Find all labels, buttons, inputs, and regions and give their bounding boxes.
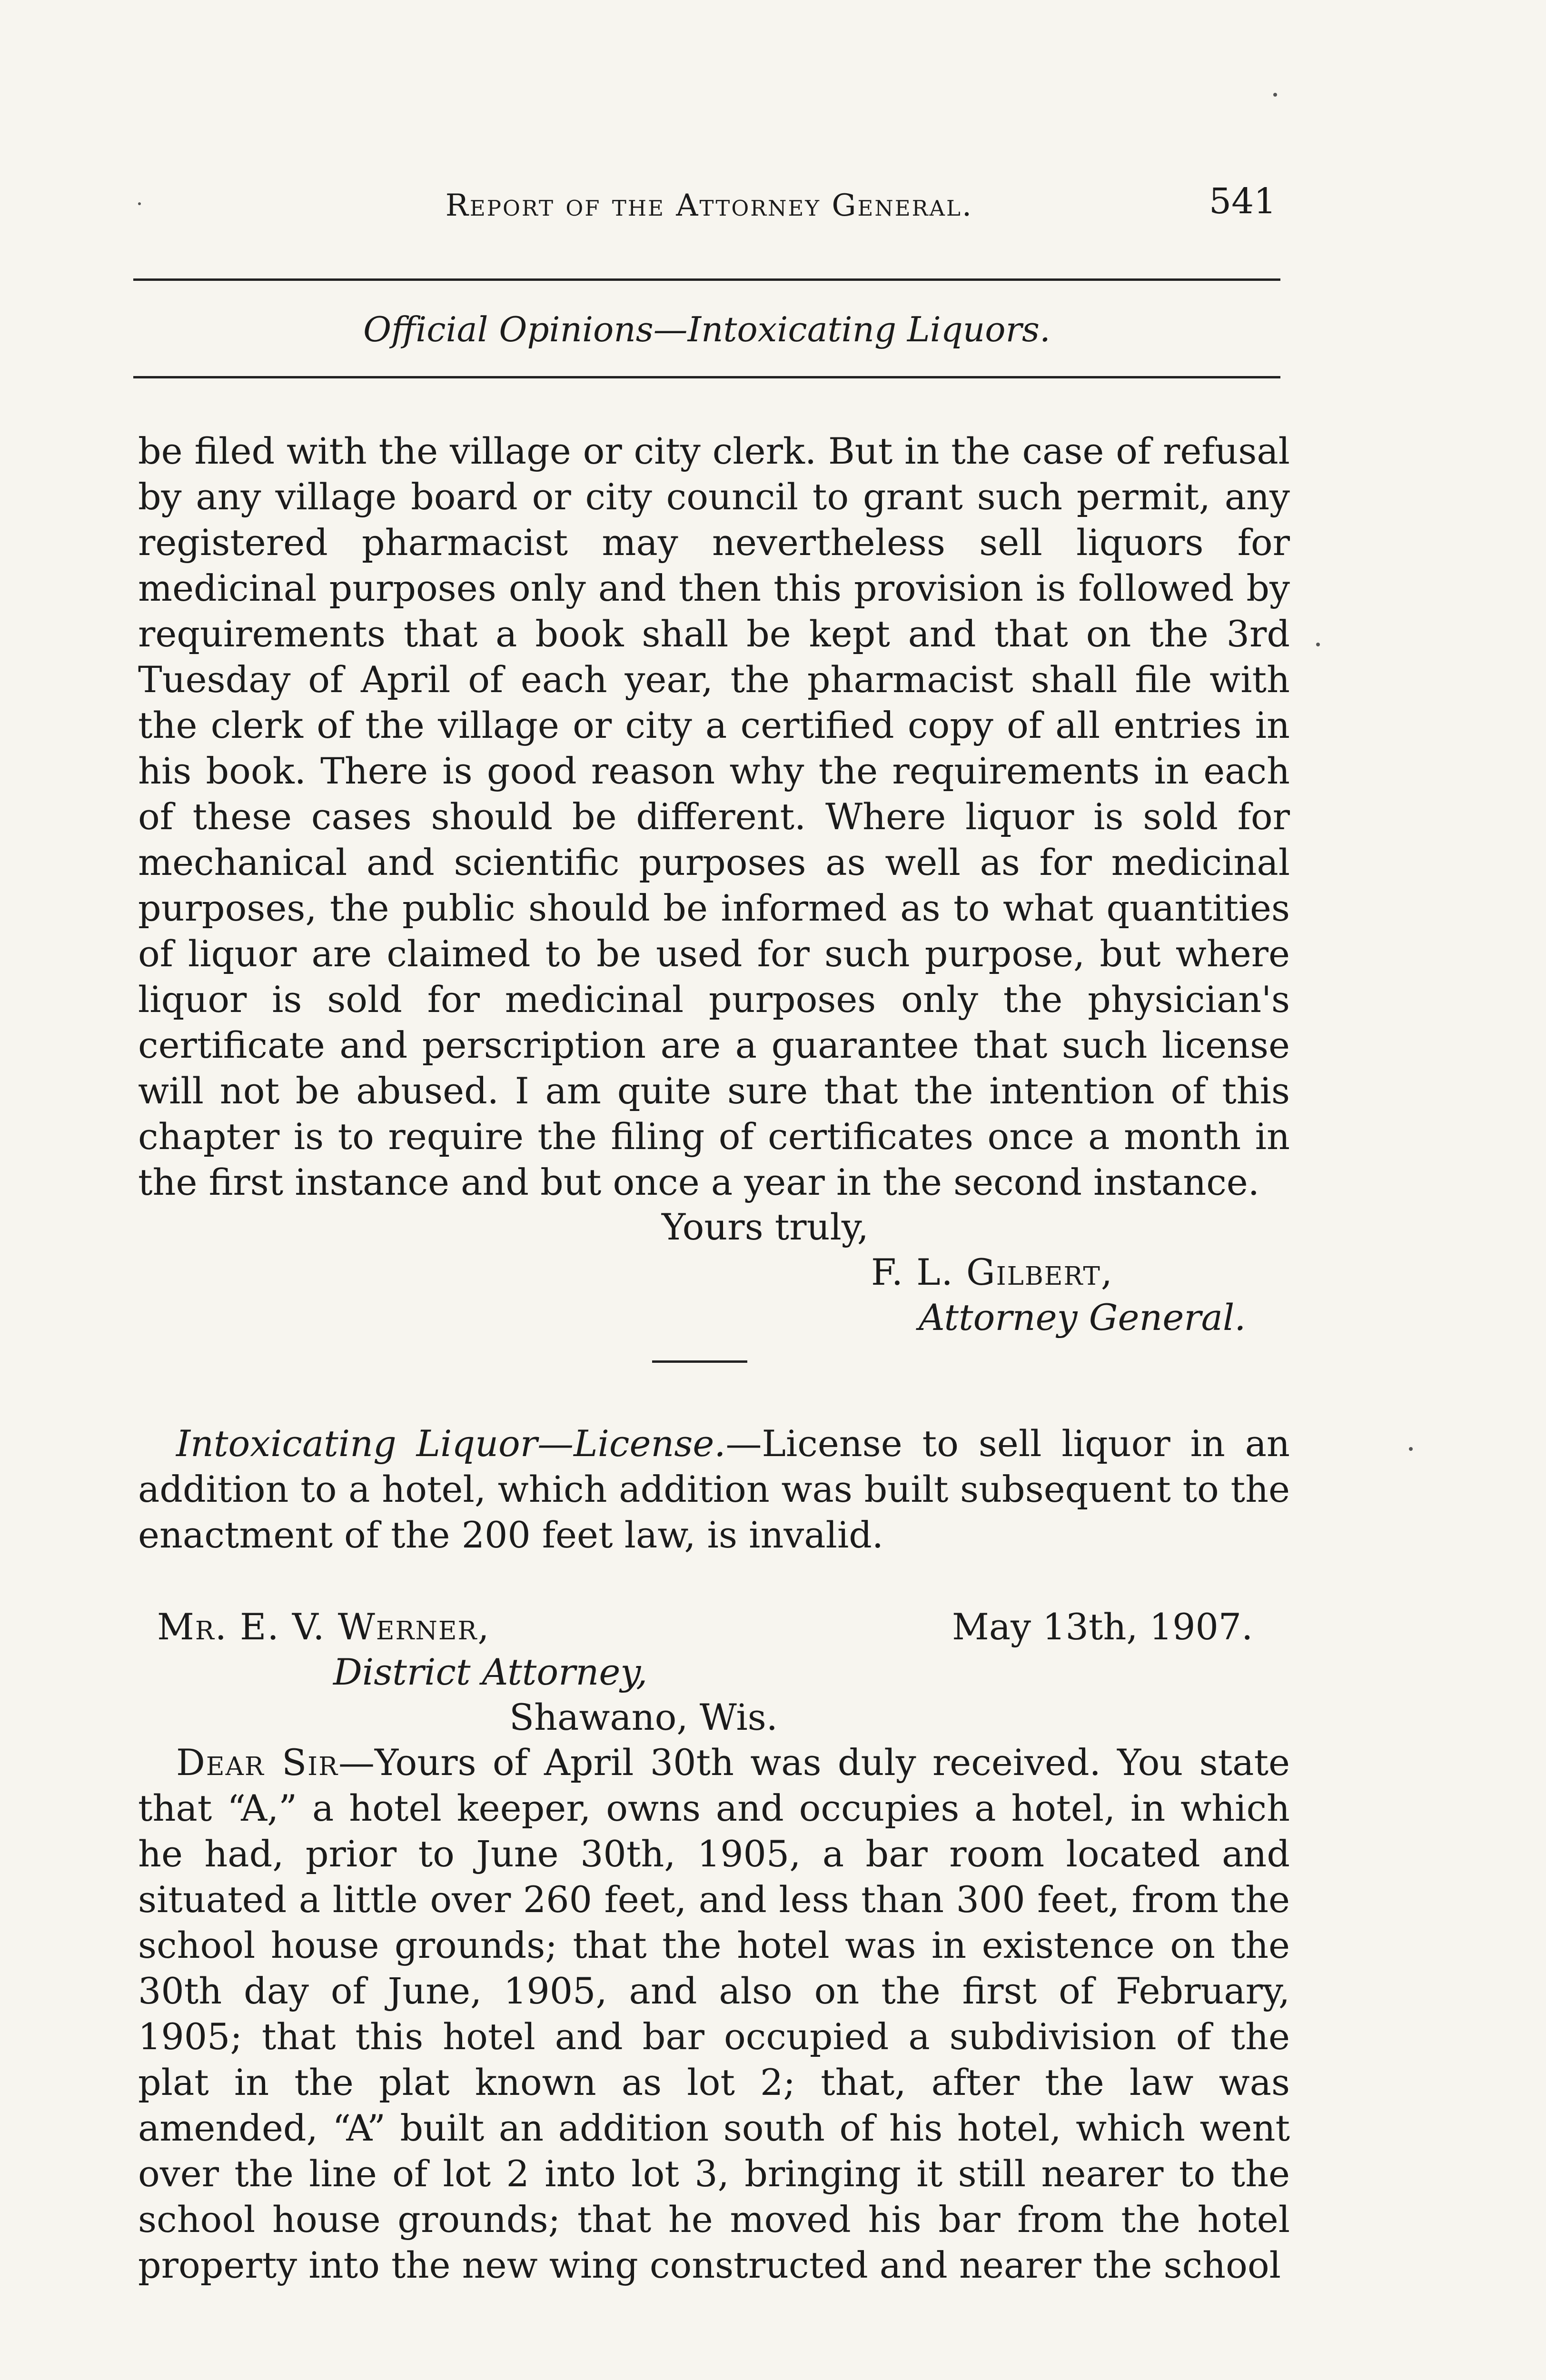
page-number: 541 — [1209, 181, 1277, 222]
header-rule-top — [133, 278, 1280, 281]
headnote-topic: Intoxicating Liquor—License. — [176, 1422, 726, 1465]
section-title: Official Opinions—Intoxicating Liquors. — [363, 309, 1050, 349]
letter-body-paragraph: be filed with the village or city clerk. But in the case of refusal by any village board or city council to grant such permit, any registered pharmacist may nevertheless sell liquors for medicinal purposes only and then this provision is followed by requirements that a book shall be kept and that on the 3rd Tuesday of April of each year, the pharmacist shall file with the clerk of the village or city a certified copy of all entries in his book. There is good reason why the requirements in each of these cases should be different. Where liquor is sold for mechanical and scientific purposes as well as for medicinal purposes, the public should be informed as to what quantities of liquor are claimed to be used for such purpose, but where liquor is sold for medicinal purposes only the physician's certificate and perscription are a guarantee that such license will not be abused. I am quite sure that the intention of this chapter is to require the filing of certificates once a month in the first instance and but once a year in the second instance. — [138, 430, 1290, 1203]
opinion-body — [138, 1740, 1290, 2288]
signer-title: Attorney General. — [919, 1296, 1246, 1339]
scan-speck — [1316, 643, 1320, 646]
salutation: Dear Sir — [176, 1741, 338, 1784]
addressee-title: District Attorney, — [333, 1651, 648, 1693]
letter-date: May 13th, 1907. — [952, 1606, 1253, 1648]
scan-speck — [138, 202, 141, 205]
scan-speck — [1409, 1447, 1413, 1451]
running-head: Report of the Attorney General. — [445, 188, 973, 223]
headnote — [138, 1421, 1290, 1558]
signer-name: F. L. Gilbert, — [871, 1251, 1113, 1293]
header-rule-bottom — [133, 376, 1280, 378]
section-separator — [652, 1360, 747, 1363]
letter-body — [138, 428, 1290, 1205]
addressee-place: Shawano, Wis. — [509, 1696, 778, 1738]
opinion-body-text: —Yours of April 30th was duly received. You state that “A,” a hotel keeper, owns and occupies a hotel, in which he had, prior to June 30th, 1905, a bar room located and situated a little over 260 feet, and less than 300 feet, from the school house grounds; that the hotel was in existence on the 30th day of June, 1905, and also on the first of February, 1905; that this hotel and bar occupied a subdivision of the plat in the plat known as lot 2; that, after the law was amended, “A” built an addition south of his hotel, which went over the line of lot 2 into lot 3, bringing it still nearer to the school house grounds; that he moved his bar from the hotel property into the new wing constructed and nearer the school — [138, 1741, 1290, 2286]
headnote-text: —License to sell liquor in an addition to a hotel, which addition was built subsequent to the enactment of the 200 feet law, is invalid. — [138, 1422, 1290, 1556]
scan-speck — [1273, 93, 1277, 97]
closing: Yours truly, — [662, 1206, 869, 1248]
addressee-name: Mr. E. V. Werner, — [157, 1606, 490, 1648]
